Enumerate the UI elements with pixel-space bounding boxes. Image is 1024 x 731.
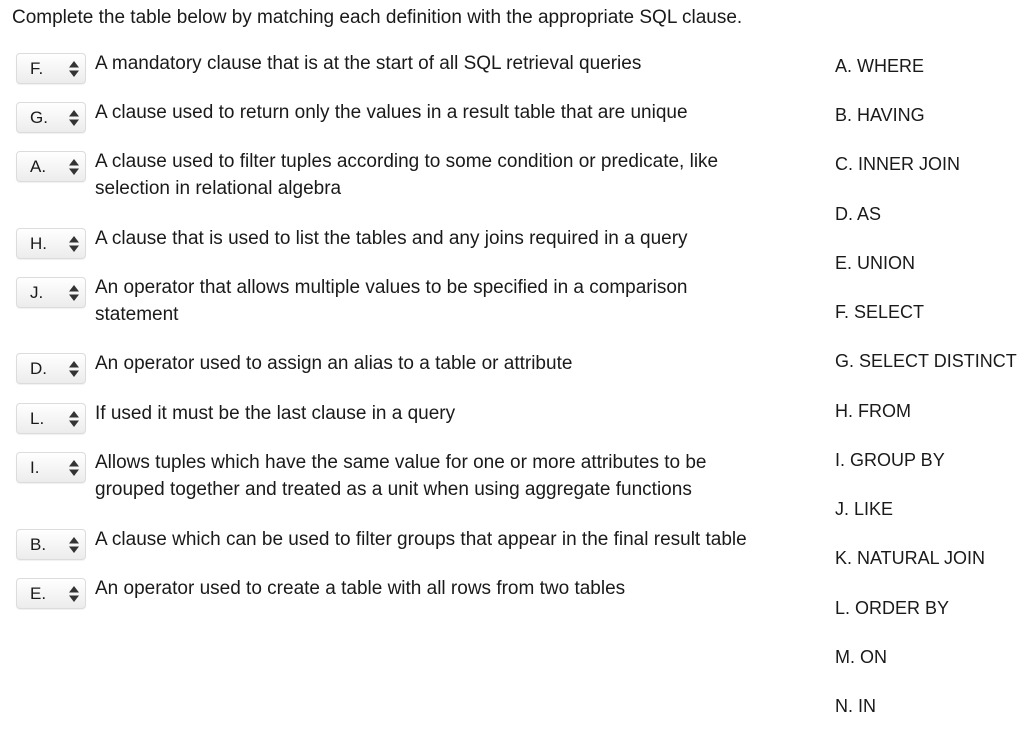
- up-down-arrows-icon: [69, 537, 79, 553]
- clause-option: E. UNION: [835, 253, 916, 273]
- clause-option: F. SELECT: [835, 302, 925, 322]
- up-down-arrows-icon: [69, 361, 79, 377]
- answer-select-value: J.: [30, 283, 44, 302]
- answer-select-value: L.: [30, 409, 45, 428]
- clause-option: H. FROM: [835, 401, 911, 421]
- definition-text: An operator that allows multiple values to be specified in a comparison statement: [95, 277, 688, 325]
- definition-text: A clause that is used to list the tables and any joins required in a query: [95, 228, 688, 249]
- definition-text: A mandatory clause that is at the start of all SQL retrieval queries: [95, 53, 642, 74]
- answer-select-value: F.: [30, 59, 44, 78]
- up-down-arrows-icon: [69, 460, 79, 476]
- clause-option: I. GROUP BY: [835, 450, 945, 470]
- clause-option: G. SELECT DISTINCT: [835, 351, 1017, 371]
- clause-option: B. HAVING: [835, 105, 925, 125]
- up-down-arrows-icon: [69, 236, 79, 252]
- answer-select-value: D.: [30, 359, 47, 378]
- answer-select[interactable]: [16, 151, 86, 182]
- answer-select[interactable]: [16, 277, 86, 308]
- clause-option: A. WHERE: [835, 56, 925, 76]
- up-down-arrows-icon: [69, 110, 79, 126]
- definition-text: An operator used to assign an alias to a table or attribute: [95, 353, 573, 374]
- answer-select[interactable]: [16, 578, 86, 609]
- answer-select[interactable]: [16, 102, 86, 133]
- clause-option: J. LIKE: [835, 499, 894, 519]
- clause-option: M. ON: [835, 647, 887, 667]
- definition-text: An operator used to create a table with all rows from two tables: [95, 578, 626, 599]
- answer-select-value: E.: [30, 584, 47, 603]
- clause-option: C. INNER JOIN: [835, 154, 961, 174]
- answer-select[interactable]: [16, 353, 86, 384]
- up-down-arrows-icon: [69, 159, 79, 175]
- instruction-text: Complete the table below by matching each definition with the appropriate SQL clause.: [12, 7, 743, 28]
- clause-option: K. NATURAL JOIN: [835, 548, 986, 568]
- up-down-arrows-icon: [69, 586, 79, 602]
- definition-text: A clause used to return only the values in a result table that are unique: [95, 102, 688, 123]
- answer-select-value: B.: [30, 535, 47, 554]
- definition-text: Allows tuples which have the same value for one or more attributes to be grouped together and treated as a unit when using aggregate functions: [95, 452, 707, 500]
- definition-text: If used it must be the last clause in a query: [95, 403, 456, 424]
- up-down-arrows-icon: [69, 411, 79, 427]
- clause-option: N. IN: [835, 696, 877, 716]
- answer-select[interactable]: [16, 53, 86, 84]
- answer-select-value: G.: [30, 108, 48, 127]
- answer-select-value: A.: [30, 157, 47, 176]
- up-down-arrows-icon: [69, 61, 79, 77]
- definition-text: A clause used to filter tuples according to some condition or predicate, like selection in relational algebra: [95, 151, 719, 199]
- answer-select[interactable]: [16, 529, 86, 560]
- clause-option: L. ORDER BY: [835, 598, 950, 618]
- answer-select-value: I.: [30, 458, 40, 477]
- up-down-arrows-icon: [69, 285, 79, 301]
- answer-select[interactable]: [16, 452, 86, 483]
- answer-select[interactable]: [16, 403, 86, 434]
- answer-select-value: H.: [30, 234, 47, 253]
- clause-option: D. AS: [835, 204, 882, 224]
- answer-select[interactable]: [16, 228, 86, 259]
- definition-text: A clause which can be used to filter groups that appear in the final result table: [95, 529, 747, 550]
